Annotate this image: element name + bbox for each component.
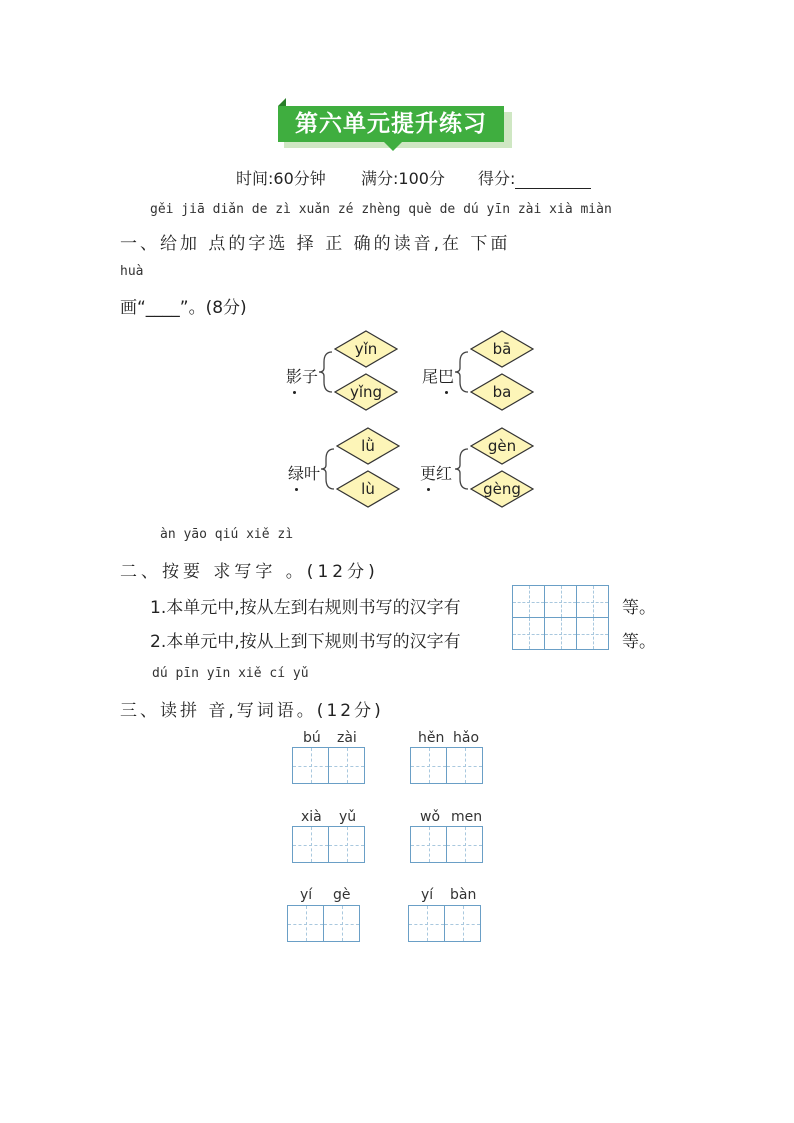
writing-grid[interactable] [408, 905, 481, 942]
q1-pinyin: gěi jiā diǎn de zì xuǎn zé zhèng què de dú yīn zài xià miàn [150, 202, 612, 217]
time-label: 时间:60分钟 [236, 169, 326, 188]
option-diamond[interactable]: lù [336, 470, 400, 508]
q2-suffix1: 等。 [622, 598, 656, 618]
q2-suffix2: 等。 [622, 632, 656, 652]
dotted-char: 影 [286, 364, 302, 387]
pinyin-label: yí [421, 887, 434, 903]
writing-grid[interactable] [512, 617, 609, 650]
writing-grid[interactable] [410, 826, 483, 863]
word-lvye: 绿叶 [288, 461, 320, 484]
q1-text-line1: 一、给加 点的字选 择 正 确的读音,在 下面 [120, 234, 511, 254]
brace-icon [454, 350, 470, 394]
title-banner [278, 104, 514, 150]
page-title: 第六单元提升练习 [295, 111, 487, 137]
option-diamond[interactable]: gèng [470, 470, 534, 508]
pinyin-label: zài [337, 730, 357, 746]
pinyin-label: hěn [418, 730, 445, 746]
writing-grid[interactable] [292, 826, 365, 863]
pinyin-label: bú [303, 730, 321, 746]
pinyin-label: yǔ [339, 809, 357, 825]
writing-grid[interactable] [292, 747, 365, 784]
option-diamond[interactable]: bā [470, 330, 534, 368]
dotted-char: 绿 [288, 461, 304, 484]
writing-grid[interactable] [512, 585, 609, 618]
option-diamond[interactable]: yǐng [334, 373, 398, 411]
writing-grid[interactable] [410, 747, 483, 784]
pinyin-label: bàn [450, 887, 477, 903]
full-score-label: 满分:100分 [361, 169, 445, 188]
score-blank[interactable] [515, 174, 591, 189]
score-label: 得分: [478, 166, 591, 189]
q2-text: 二、按要 求写字 。(12分) [120, 562, 379, 582]
pinyin-label: xià [301, 809, 322, 825]
option-diamond[interactable]: yǐn [334, 330, 398, 368]
q2-line1: 1.本单元中,按从左到右规则书写的汉字有 [150, 598, 461, 618]
pinyin-label: hǎo [453, 730, 480, 746]
dotted-char: 更 [420, 461, 436, 484]
writing-grid[interactable] [287, 905, 360, 942]
q1-pinyin2: huà [120, 264, 144, 279]
q1-text-line2: 画“____”。(8分) [120, 298, 247, 318]
q2-pinyin: àn yāo qiú xiě zì [160, 527, 294, 542]
brace-icon [454, 447, 470, 491]
brace-icon [318, 350, 334, 394]
option-diamond[interactable]: gèn [470, 427, 534, 465]
pinyin-label: yí [300, 887, 313, 903]
pinyin-label: gè [333, 887, 351, 903]
q3-pinyin: dú pīn yīn xiě cí yǔ [152, 666, 309, 681]
word-weiba: 尾巴 [422, 364, 454, 387]
pinyin-label: wǒ [420, 809, 441, 825]
word-yingzi: 影子 [286, 364, 318, 387]
brace-icon [320, 447, 336, 491]
option-diamond[interactable]: ba [470, 373, 534, 411]
dotted-char: 巴 [438, 364, 454, 387]
word-genghong: 更红 [420, 461, 452, 484]
pinyin-label: men [451, 809, 483, 825]
option-diamond[interactable]: lǜ [336, 427, 400, 465]
q2-line2: 2.本单元中,按从上到下规则书写的汉字有 [150, 632, 461, 652]
q3-text: 三、读拼 音,写词语。(12分) [120, 701, 384, 721]
